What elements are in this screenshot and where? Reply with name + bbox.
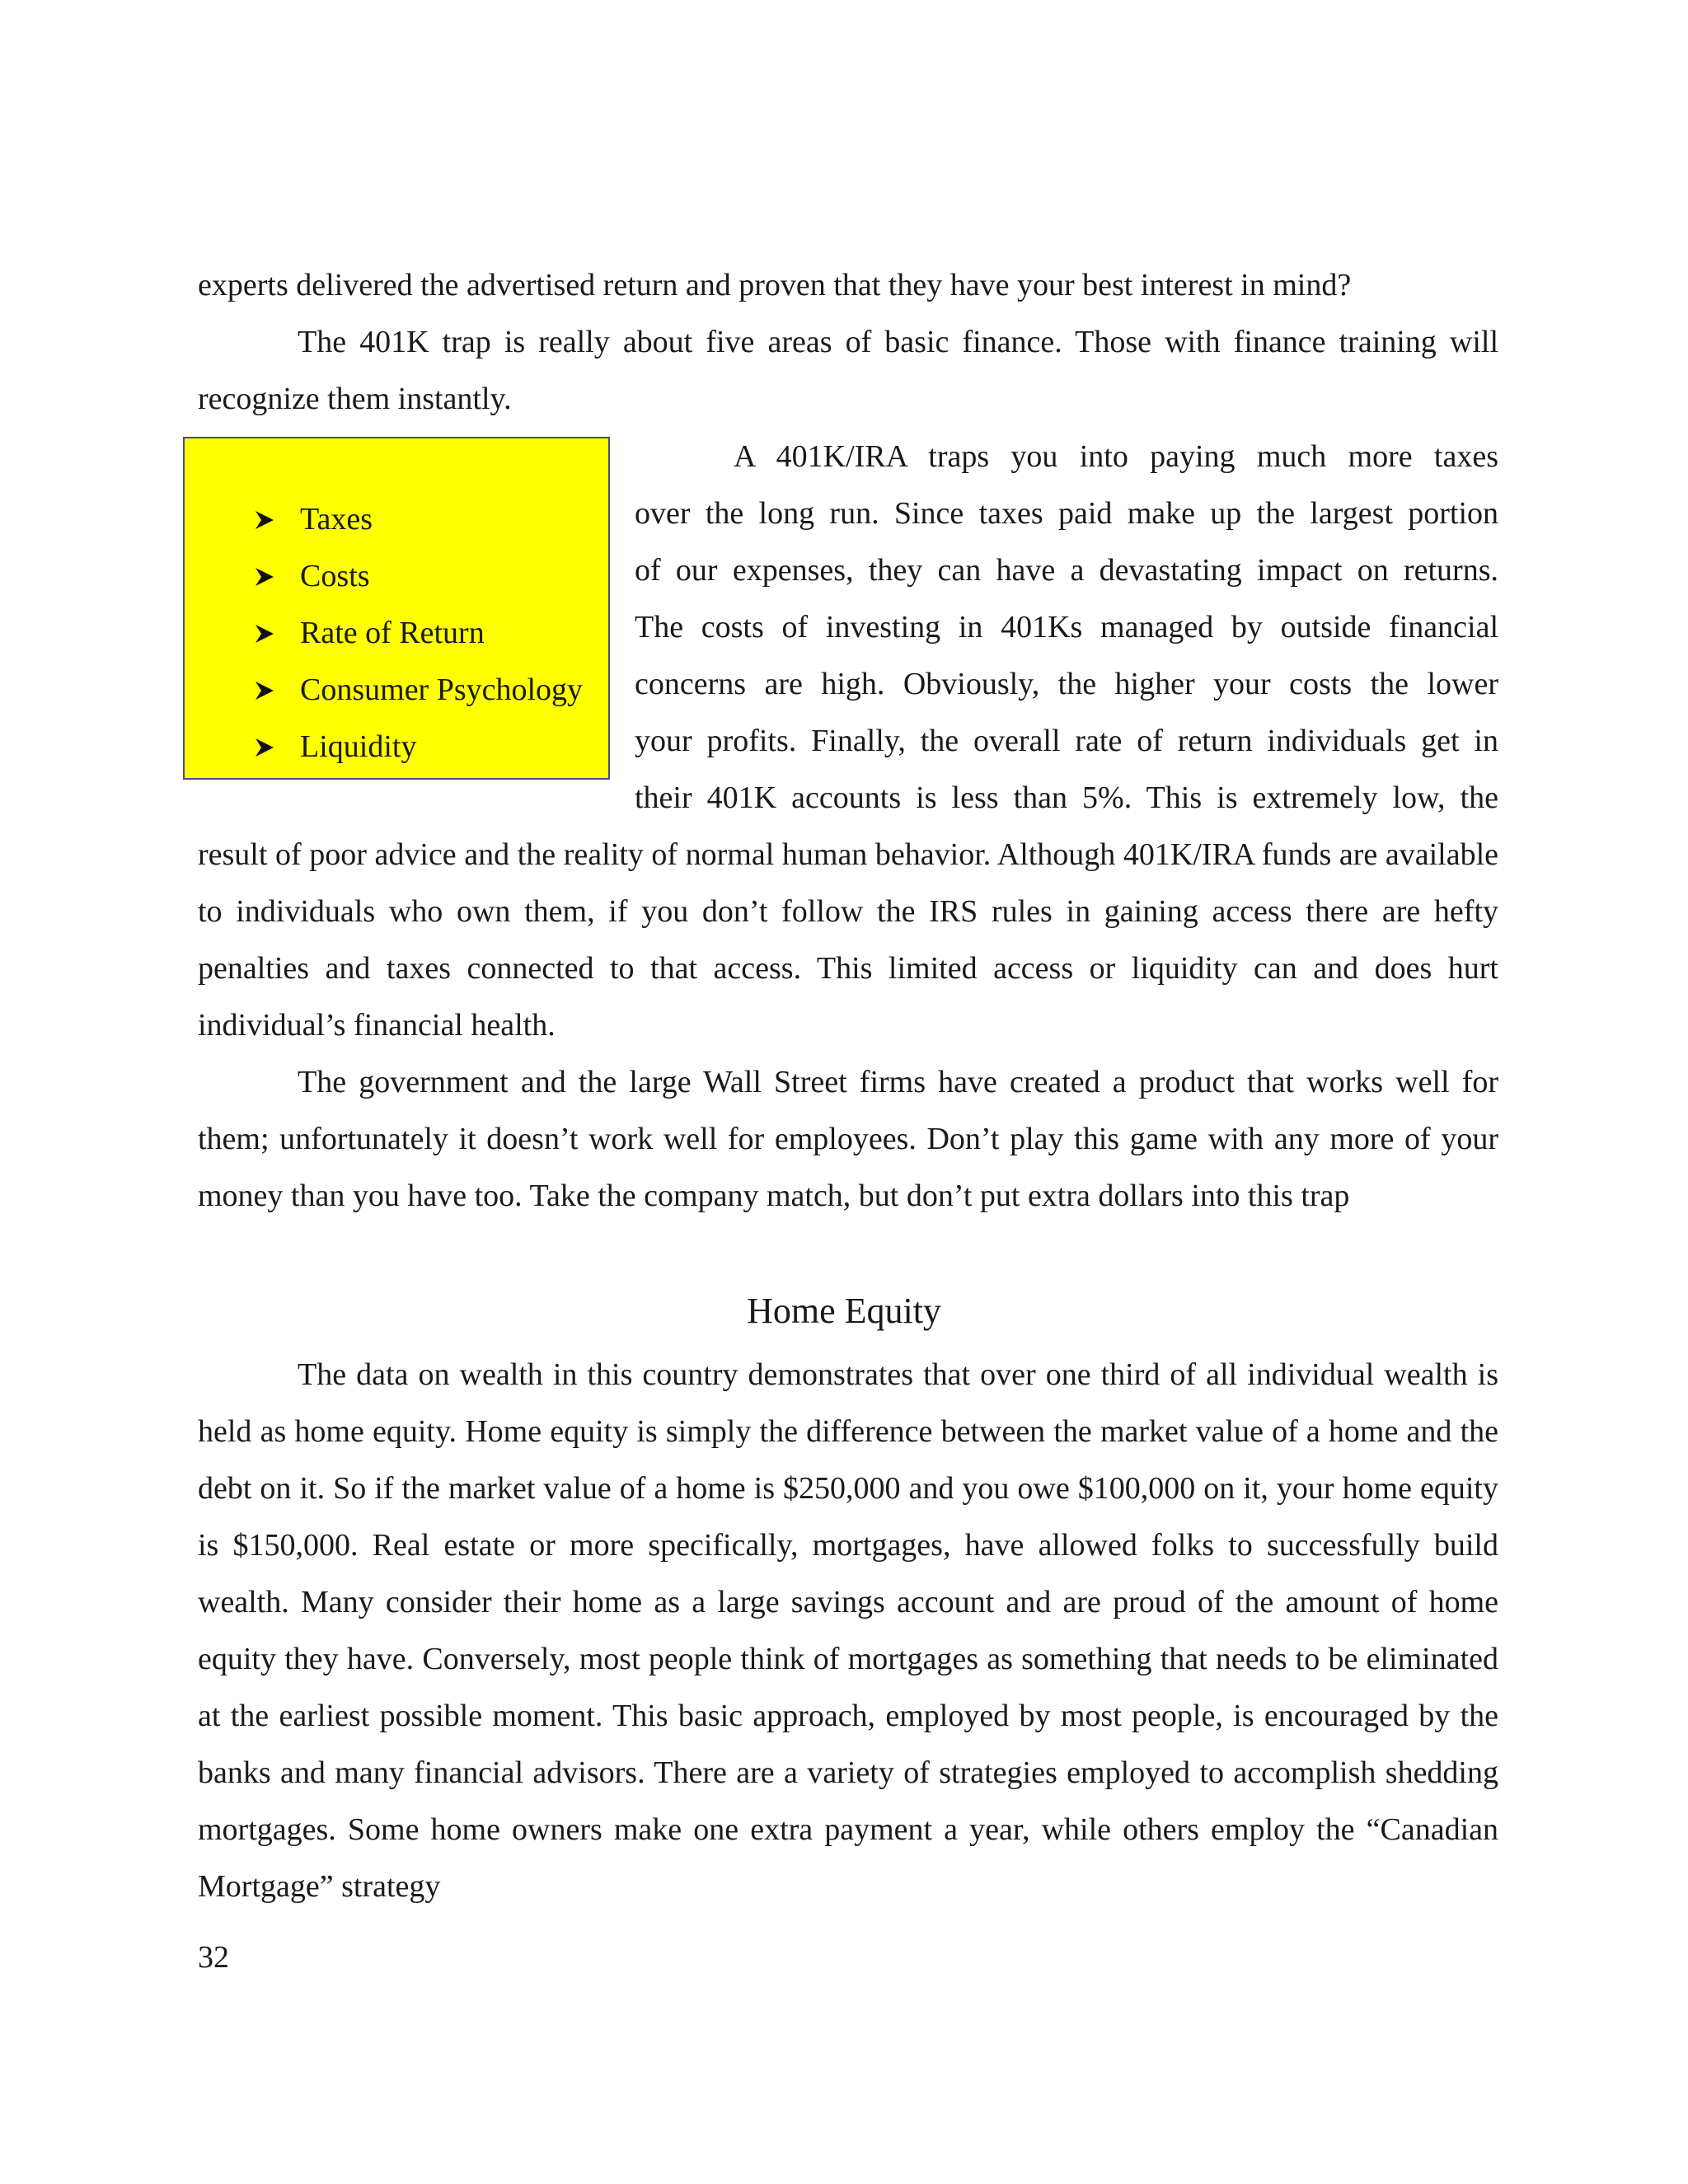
section-heading-home-equity: Home Equity (747, 1291, 941, 1331)
paragraph-401k-traps-continued: result of poor advice and the reality of normal human behavior. Although 401K/IRA funds are available to individuals who own them, if you don’t follow the IRS rules in gaining access there are hefty penalties and taxes connected to that access. This limited access or liquidity can and does hurt individual’s financial health. (198, 837, 1498, 1043)
list-item (185, 548, 583, 605)
paragraph-home-equity: The data on wealth in this country demonstrates that over one third of all individual wealth is held as home equity. Home equity is simply the difference between the market value of a home and the debt on it. So if the market value of a home is $250,000 and you owe $100,000 on it, your home equity is $150,000. Real estate or more specifically, mortgages, have allowed folks to successfully build wealth. Many consider their home as a large savings account and are proud of the amount of home equity they have. Conversely, most people think of mortgages as something that needs to be eliminated at the earliest possible moment. This basic approach, employed by most people, is encouraged by the banks and many financial advisors. There are a variety of strategies employed to accomplish shedding mortgages. Some home owners make one extra payment a year, while others employ the “Canadian Mortgage” strategy (198, 1357, 1498, 1904)
list-item-label: Rate of Return (300, 616, 485, 650)
wrapped-line: concerns are high. Obviously, the higher your costs the lower (635, 667, 1498, 701)
paragraph-401k-traps-wrapped (635, 429, 1498, 827)
list-item (185, 491, 583, 548)
list-item (185, 662, 583, 719)
arrowhead-icon (252, 662, 277, 719)
wrapped-line: your profits. Finally, the overall rate of return individuals get in (635, 724, 1498, 758)
wrapped-line: their 401K accounts is less than 5%. This is extremely low, the (635, 780, 1498, 815)
paragraph-continuation: experts delivered the advertised return and proven that they have your best interest in mind? (198, 268, 1352, 302)
list-item (185, 719, 583, 776)
arrowhead-icon (252, 491, 277, 548)
five-areas-list (185, 491, 583, 776)
arrowhead-icon (252, 605, 277, 662)
list-item-label: Costs (300, 559, 370, 593)
arrowhead-icon (252, 719, 277, 776)
list-item-label: Liquidity (300, 729, 417, 764)
list-item-label: Taxes (300, 502, 373, 537)
wrapped-line: of our expenses, they can have a devastating impact on returns. (635, 553, 1498, 588)
wrapped-line: A 401K/IRA traps you into paying much more taxes (734, 439, 1498, 474)
arrowhead-icon (252, 548, 277, 605)
five-areas-callout-box (183, 437, 610, 780)
list-item-label: Consumer Psychology (300, 673, 584, 707)
wrapped-line: over the long run. Since taxes paid make up the largest portion (635, 496, 1498, 531)
paragraph-government-wall-street: The government and the large Wall Street firms have created a product that works well for them; unfortunately it doesn’t work well for employees. Don’t play this game with any more of your money than you have too. Take the company match, but don’t put extra dollars into this trap (198, 1065, 1498, 1213)
list-item (185, 605, 583, 662)
wrapped-line: The costs of investing in 401Ks managed by outside financial (635, 610, 1498, 644)
page-number: 32 (198, 1940, 229, 1975)
paragraph-401k-intro: The 401K trap is really about five areas of basic finance. Those with finance training will recognize them instantly. (198, 325, 1498, 416)
